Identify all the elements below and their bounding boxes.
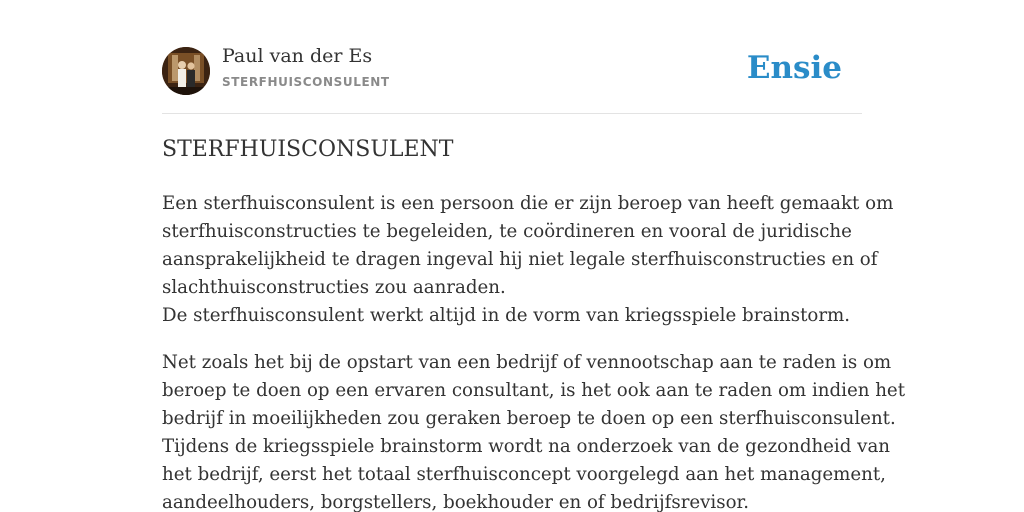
header bbox=[162, 0, 862, 114]
paragraph-line: Een sterfhuisconsulent is een persoon die er zijn beroep van heeft gemaakt om bbox=[162, 193, 894, 214]
paragraph-line: het bedrijf, eerst het totaal sterfhuisconcept voorgelegd aan het management, bbox=[162, 464, 886, 485]
content-container bbox=[162, 0, 905, 512]
paragraph-line: Tijdens de kriegsspiele brainstorm wordt na onderzoek van de gezondheid van bbox=[162, 436, 891, 457]
avatar[interactable] bbox=[162, 47, 210, 95]
paragraph-line: Net zoals het bij de opstart van een bedrijf of vennootschap aan te raden is om bbox=[162, 352, 892, 373]
article-paragraph bbox=[162, 349, 905, 512]
avatar-photo bbox=[162, 47, 210, 95]
paragraph-line: beroep te doen op een ervaren consultant, is het ook aan te raden om indien het bbox=[162, 380, 905, 401]
paragraph-line: slachthuisconstructies zou aanraden. bbox=[162, 277, 506, 298]
paragraph-line: sterfhuisconstructies te begeleiden, te coördineren en vooral de juridische bbox=[162, 221, 852, 242]
paragraph-line: aansprakelijkheid te dragen ingeval hij niet legale sterfhuisconstructies en of bbox=[162, 249, 878, 270]
author-name[interactable]: Paul van der Es bbox=[222, 45, 373, 67]
paragraph-line: bedrijf in moeilijkheden zou geraken beroep te doen op een sterfhuisconsulent. bbox=[162, 408, 896, 429]
author-role: STERFHUISCONSULENT bbox=[222, 75, 390, 89]
article-paragraph bbox=[162, 190, 894, 330]
paragraph-line: aandeelhouders, borgstellers, boekhouder en of bedrijfsrevisor. bbox=[162, 492, 750, 512]
brand-logo[interactable]: Ensie bbox=[746, 50, 842, 86]
article-title: STERFHUISCONSULENT bbox=[162, 137, 454, 162]
paragraph-line: De sterfhuisconsulent werkt altijd in de vorm van kriegsspiele brainstorm. bbox=[162, 305, 851, 326]
